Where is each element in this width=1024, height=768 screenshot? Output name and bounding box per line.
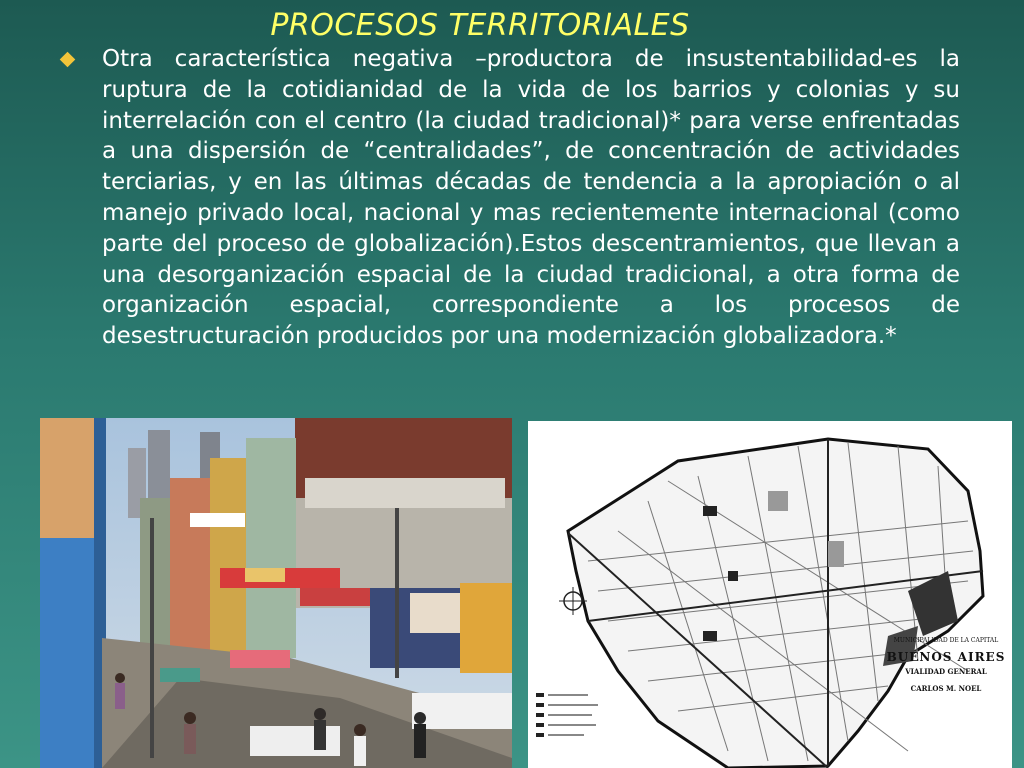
street-photo bbox=[40, 418, 512, 768]
map-illustration bbox=[528, 421, 1012, 768]
map-title-city: BUENOS AIRES bbox=[886, 650, 1006, 664]
map-title-block bbox=[886, 631, 1006, 693]
slide-title: PROCESOS TERRITORIALES bbox=[270, 8, 690, 43]
city-map bbox=[528, 421, 1012, 768]
map-title-line1: MUNICIPALIDAD DE LA CAPITAL bbox=[893, 637, 999, 644]
street-scene-illustration bbox=[40, 418, 512, 768]
diamond-bullet-icon bbox=[60, 52, 76, 68]
bullet-text: Otra característica negativa –productora de insustentabilidad-es la ruptura de la cotidianidad de la vida de los barrios y colonias y su interrelación con el centro (la ciudad tradicional)* para verse enfrentadas a una dispersión de “centralidades”, de concentración de actividades terciarias, y en las últimas décadas de tendencia a la apropiación o al manejo privado local, nacional y mas recientemente internacional (como parte del proceso de globalización).Estos descentramientos, que llevan a una desorganización espacial de la ciudad tradicional, a otra forma de organización espacial, correspondiente a los procesos de desestructuración producidos por una modernización globalizadora.* bbox=[102, 46, 960, 350]
map-title-subtitle: VIALIDAD GENERAL bbox=[905, 667, 987, 676]
map-title-author: CARLOS M. NOEL bbox=[910, 684, 982, 693]
